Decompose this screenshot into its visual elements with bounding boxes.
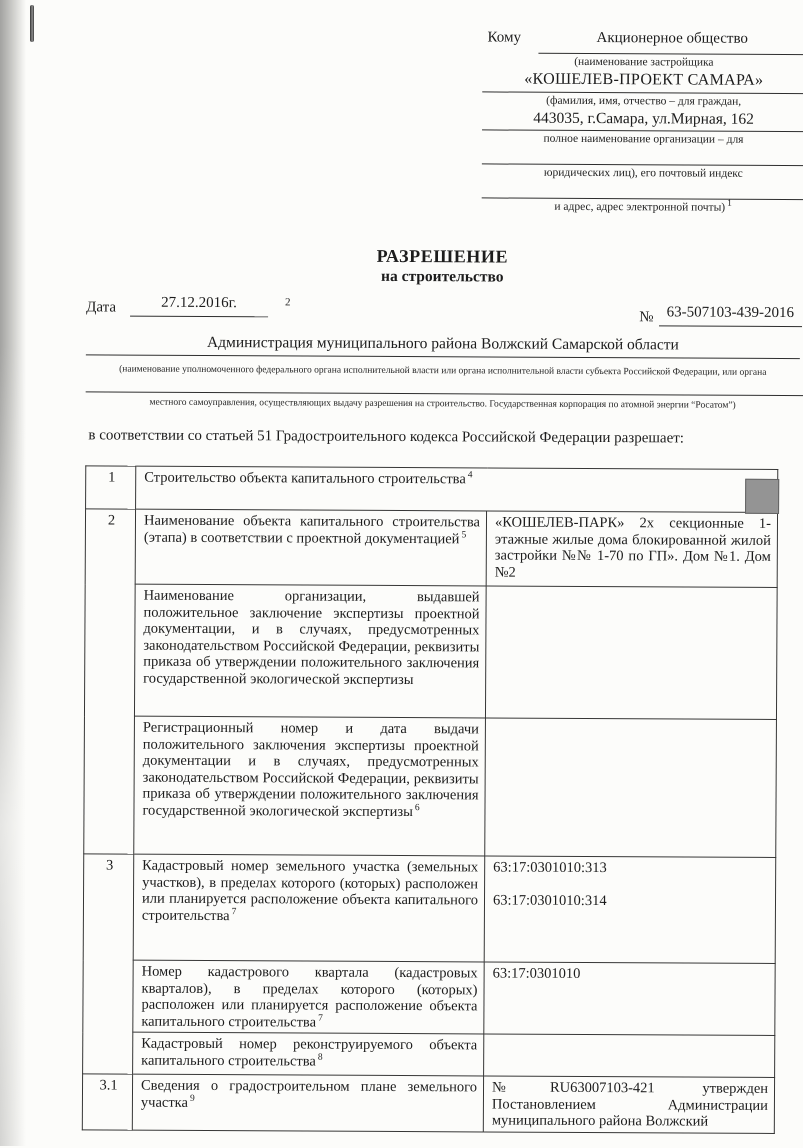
row-value bbox=[485, 586, 777, 720]
authority-hint-1: (наименование уполномоченного федерального органа исполнительной власти или органа исполнительной власти субъекта Российской Федерации, или органа bbox=[119, 364, 767, 378]
row-label-text: Наименование объекта капитального строительства (этапа) в соответствии с проектной документацией bbox=[143, 512, 481, 547]
row-label-text: Регистрационный номер и дата выдачи положительного заключения экспертизы проектной документации и в случаях, предусмотренных законодательством Российской Федерации, реквизиты приказа об утверждении положительного заключения государственной экологической экспертизы bbox=[142, 719, 479, 820]
permit-table bbox=[82, 465, 778, 1133]
cadastral-number-1: 63:17:0301010:313 bbox=[493, 859, 607, 877]
footnote-1: 1 bbox=[727, 198, 732, 209]
row-label-text: Кадастровый номер земельного участка (земельных участков), в пределах которого (которых) расположен или планируется расположение объекта капитального строительства bbox=[141, 857, 479, 924]
authority-hint-2: местного самоуправления, осуществляющих выдачу разрешения на строительство. Государственная корпорация по атомной энергии “Росатом”) bbox=[149, 397, 736, 411]
row-label bbox=[133, 960, 484, 1034]
row-label bbox=[132, 1074, 483, 1131]
date-value: 27.12.2016г. bbox=[130, 295, 268, 318]
title-block bbox=[86, 244, 798, 288]
footnote-9: 9 bbox=[189, 1093, 195, 1104]
table-row bbox=[83, 960, 775, 1036]
intro-clause: в соответствии со статьей 51 Градостроительного кодекса Российской Федерации разрешает: bbox=[88, 427, 685, 447]
row-number: 2 bbox=[84, 509, 136, 854]
table-row bbox=[84, 716, 777, 858]
footnote-7: 7 bbox=[231, 906, 237, 917]
row-label-text: Номер кадастрового квартала (кадастровых кварталов), в пределах которого (которых) расположен или планируется расположение объекта капитального строительства bbox=[141, 963, 478, 1031]
recipient-hint-email-text: и адрес, адрес электронной почты) bbox=[554, 200, 726, 214]
row-number: 3.1 bbox=[82, 1074, 132, 1130]
recipient-blank-line-1 bbox=[482, 147, 803, 166]
scan-edge-fade bbox=[0, 0, 26, 1146]
footnote-5: 5 bbox=[461, 529, 467, 541]
recipient-hint-org1: полное наименование организации – для bbox=[543, 132, 744, 146]
row-value bbox=[485, 718, 777, 858]
number-label: № bbox=[639, 309, 654, 326]
date-label: Дата bbox=[86, 299, 117, 316]
footnote-4: 4 bbox=[467, 470, 473, 481]
table-row bbox=[85, 509, 777, 588]
number-value: 63-507103-439-2016 bbox=[659, 304, 803, 327]
row-label-text: Наименование организации, выдавшей положительное заключение экспертизы проектной документации, и в случаях, предусмотренных законодательством Российской Федерации, реквизиты приказа об утверждении положительного заключения государственной экологической экспертизы bbox=[143, 587, 480, 688]
row-label bbox=[136, 466, 778, 512]
row-label-text: Сведения о градостроительном плане земельного участка bbox=[140, 1077, 478, 1111]
row-number: 1 bbox=[86, 466, 136, 509]
table-row bbox=[83, 1032, 775, 1078]
row-label bbox=[134, 716, 486, 856]
footnote-7b: 7 bbox=[318, 1013, 323, 1024]
cadastral-number-2: 63:17:0301010:314 bbox=[492, 891, 607, 909]
recipient-hint-email bbox=[482, 198, 803, 217]
permit-number-field bbox=[639, 304, 802, 327]
row-label bbox=[133, 854, 485, 962]
row-label bbox=[135, 509, 486, 586]
recipient-block bbox=[422, 29, 803, 217]
recipient-address: 443035, г.Самара, ул.Мирная, 162 bbox=[482, 109, 803, 132]
row-value: №RU63007103-421 утвержден Постановлением Администрации муниципального района Волжский bbox=[483, 1076, 774, 1133]
meta-row bbox=[86, 294, 802, 327]
row-value: «КОШЕЛЕВ-ПАРК» 2х секционные 1-этажные жилые дома блокированной жилой застройки №№ 1-70 по ГП». Дом №1. Дом №2 bbox=[486, 511, 777, 588]
row-value: 63:17:0301010 bbox=[484, 962, 775, 1036]
footnote-6: 6 bbox=[414, 802, 420, 813]
footnote-8: 8 bbox=[317, 1052, 323, 1063]
date-field bbox=[86, 294, 291, 317]
document-subtitle: на строительство bbox=[381, 267, 504, 286]
row-label-text: Строительство объекта капитального строительства bbox=[144, 469, 466, 488]
document-title: РАЗРЕШЕНИЕ bbox=[376, 245, 509, 267]
authority-name: Администрация муниципального района Волжский Самарской области bbox=[86, 333, 800, 359]
row-value bbox=[484, 1034, 775, 1078]
row-value bbox=[484, 856, 776, 964]
redaction-box bbox=[745, 478, 779, 513]
row-label bbox=[133, 1032, 484, 1076]
authority-divider bbox=[86, 391, 803, 396]
row-label-text: Кадастровый номер реконструируемого объекта капитального строительства bbox=[141, 1035, 478, 1070]
table-row bbox=[86, 466, 778, 513]
recipient-org-name: «КОШЕЛЕВ-ПРОЕКТ САМАРА» bbox=[482, 70, 803, 94]
pen-mark-artifact bbox=[30, 5, 34, 42]
row-label bbox=[134, 584, 486, 718]
recipient-hint-person: (фамилия, имя, отчество – для граждан, bbox=[546, 94, 742, 108]
recipient-hint-org2: юридических лиц), его почтовый индекс bbox=[543, 166, 743, 180]
recipient-name: Акционерное общество bbox=[539, 30, 803, 55]
row-number: 3 bbox=[83, 854, 134, 1074]
recipient-hint-developer: (наименование застройщика bbox=[574, 55, 714, 69]
recipient-blank-line-2 bbox=[482, 181, 803, 200]
table-row bbox=[84, 584, 777, 720]
recipient-to-label: Кому bbox=[487, 29, 522, 46]
table-row bbox=[83, 854, 776, 964]
table-row bbox=[82, 1074, 774, 1133]
footnote-2: 2 bbox=[285, 296, 291, 309]
